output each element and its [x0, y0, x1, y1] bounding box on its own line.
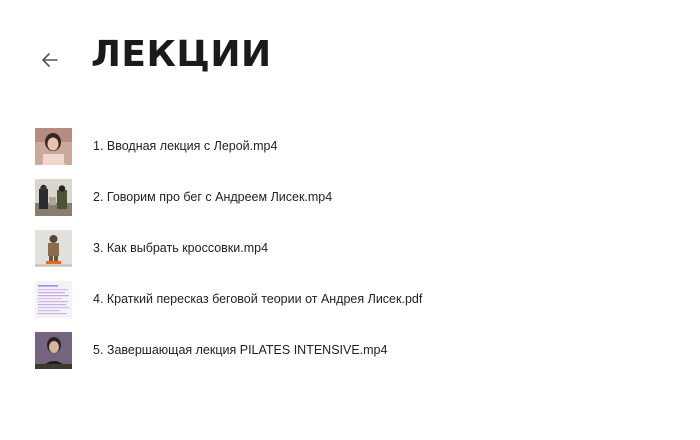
video-thumbnail	[35, 128, 72, 165]
arrow-left-icon	[42, 53, 58, 67]
list-item[interactable]	[35, 331, 422, 369]
back-button[interactable]	[38, 48, 62, 72]
list-item[interactable]	[35, 280, 422, 318]
file-name: 4. Краткий пересказ беговой теории от Андрея Лисек.pdf	[93, 292, 423, 306]
file-list	[35, 127, 422, 382]
video-thumbnail	[35, 179, 72, 216]
page-title: ЛЕКЦИИ	[91, 34, 272, 75]
file-name: 1. Вводная лекция с Лерой.mp4	[93, 139, 278, 153]
document-thumbnail	[35, 281, 72, 318]
list-item[interactable]	[35, 229, 422, 267]
file-name: 3. Как выбрать кроссовки.mp4	[93, 241, 269, 255]
list-item[interactable]	[35, 178, 422, 216]
file-name: 2. Говорим про бег с Андреем Лисек.mp4	[93, 190, 333, 204]
list-item[interactable]	[35, 127, 422, 165]
video-thumbnail	[35, 230, 72, 267]
file-name: 5. Завершающая лекция PILATES INTENSIVE.mp4	[93, 343, 388, 357]
video-thumbnail	[35, 332, 72, 369]
